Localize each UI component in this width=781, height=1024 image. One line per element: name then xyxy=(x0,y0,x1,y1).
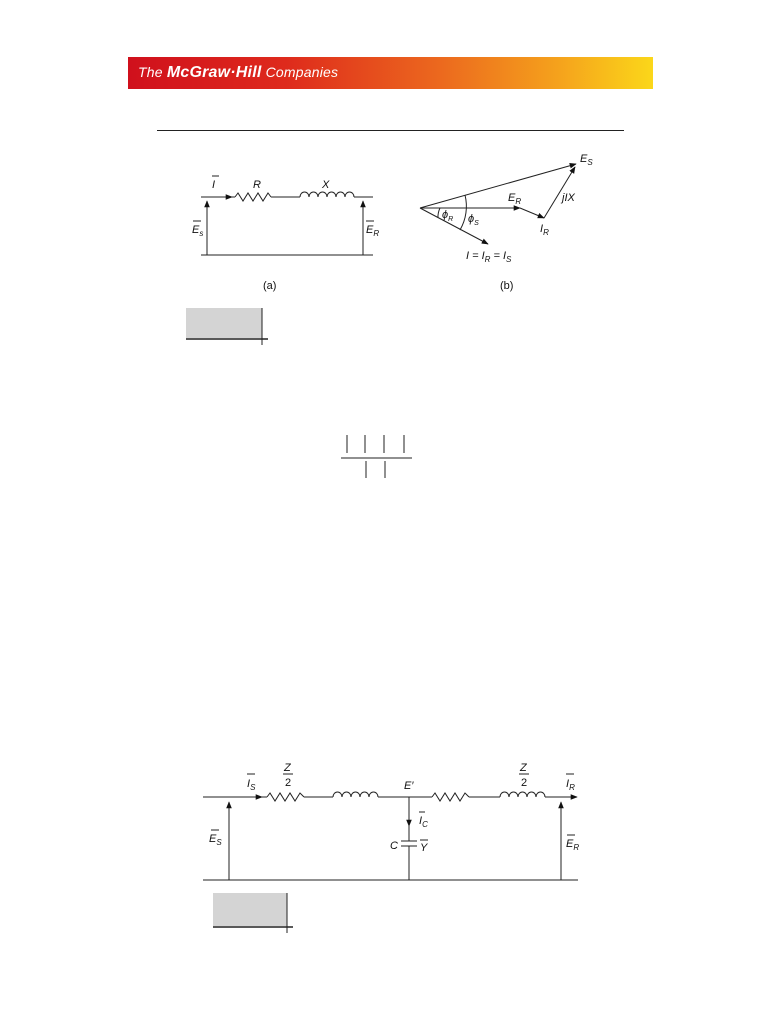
resistance-label: R xyxy=(253,179,261,191)
resistor xyxy=(235,193,271,201)
e-prime-label: E′ xyxy=(404,780,414,792)
capacitance-label: C xyxy=(390,840,398,852)
z-numerator-2: Z xyxy=(520,762,527,774)
ic-label: $I_C$ xyxy=(419,815,428,829)
brand-name: McGraw·Hill xyxy=(166,64,262,81)
z-denominator-1: 2 xyxy=(285,777,292,789)
caption-a: (a) xyxy=(263,280,277,292)
receiving-voltage-label: $E_R$ xyxy=(366,224,380,238)
brand-prefix: The xyxy=(138,64,163,80)
label-box-edges xyxy=(186,308,293,933)
ir-label: $I_R$ xyxy=(540,223,549,237)
scale-marks xyxy=(341,435,412,478)
er-label: $E_R$ xyxy=(566,838,580,852)
reactance-label: X xyxy=(322,179,330,191)
inductor xyxy=(300,192,354,197)
z-denominator-2: 2 xyxy=(521,777,528,789)
admittance-label: Y xyxy=(420,842,428,854)
er-label: $E_R$ xyxy=(508,192,522,206)
phi-s-label: $\phi_S$ xyxy=(468,213,479,227)
caption-b: (b) xyxy=(500,280,514,292)
resistor-2 xyxy=(432,793,469,801)
phi-s-arc xyxy=(460,195,466,230)
inductor-2 xyxy=(500,792,545,797)
phi-r-arc xyxy=(438,208,440,218)
resistor-1 xyxy=(267,793,304,801)
ir-phasor xyxy=(520,208,544,218)
inductor-1 xyxy=(333,792,378,797)
brand-suffix: Companies xyxy=(265,64,339,80)
sending-voltage-label: $E_s$ xyxy=(192,224,204,238)
es-label: $E_S$ xyxy=(580,153,593,167)
es-phasor xyxy=(420,164,576,208)
current-equality-label: $I = I_R = I_S$ xyxy=(466,250,512,264)
phasor-diagram-b xyxy=(420,164,576,244)
phi-r-label: $\phi_R$ xyxy=(442,209,454,223)
circuit-diagram-c xyxy=(203,774,578,880)
current-label: I xyxy=(212,179,216,191)
is-label: $I_S$ xyxy=(247,778,256,792)
jix-label: jIX xyxy=(562,192,575,204)
z-numerator-1: Z xyxy=(284,762,291,774)
circuit-diagram-a xyxy=(193,176,374,255)
ir-label: $I_R$ xyxy=(566,778,575,792)
es-label: $E_S$ xyxy=(209,833,222,847)
